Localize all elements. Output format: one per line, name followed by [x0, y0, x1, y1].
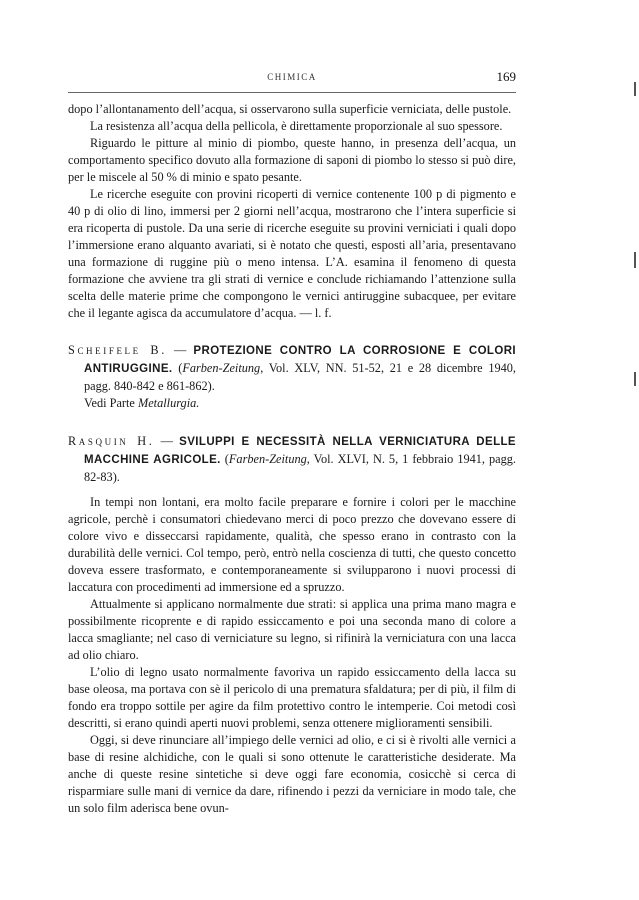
paragraph: La resistenza all’acqua della pellicola, è direttamente proporzionale al suo spessore.	[90, 119, 503, 133]
entry-title: SVILUPPI E NECESSITÀ NELLA VERNICIATURA DELLE MACCHINE AGRICOLE.	[84, 436, 516, 466]
entry-author: Rasquin H.	[68, 434, 155, 448]
paragraph: In tempi non lontani, era molto facile preparare e fornire i colori per le macchine agricole, perchè i consumatori chiedevano merci di poco prezzo che dovevano essere di colore vivo e disseccarsi rapidamente, qualità, che spesso erano in contrasto con la durabilità delle vernici. Col tempo, però, entrò nella coscienza di tutti, che questo concetto doveva essere trasformato, e contemporaneamente si svilupparono i nuovi processi di laccatura con procedimenti ad immersione ed a spruzzo.	[68, 495, 516, 594]
entry-author: Scheifele B.	[68, 343, 167, 357]
entry-citation: , Vol. XLVI, N. 5, 1 febbraio 1941, pagg. 82-83).	[84, 452, 516, 484]
paragraph: Riguardo le pitture al minio di piombo, queste hanno, in presenza dell’acqua, un comportamento specifico dovuto alla formazione di saponi di piombo lo stesso si può dire, per le miscele al 50 % di minio e spato pesante.	[68, 136, 516, 184]
entry-citation: , Vol. XLV, NN. 51-52, 21 e 28 dicembre 1940, pagg. 840-842 e 861-862).	[84, 361, 517, 393]
page-header	[68, 69, 516, 88]
see-also-note: Vedi Parte Metallurgia.	[84, 396, 200, 410]
scan-edge-mark	[634, 82, 636, 96]
bibliographic-entry-rasquin: Rasquin H. — SVILUPPI E NECESSITÀ NELLA VERNICIATURA DELLE MACCHINE AGRICOLE. (Farben-Zeitung, Vol. XLVI, N. 5, 1 febbraio 1941, pagg. 82-83).	[68, 434, 516, 484]
paragraph: Oggi, si deve rinunciare all’impiego delle vernici ad olio, e ci si è rivolti alle vernici a base di resine alchidiche, con le quali si sono ottenute le caratteristiche desiderate. Ma anche di queste resine sintetiche si deve oggi fare economia, cosicchè si cerca di risparmiare sulle mani di vernice da dare, rifinendo i pezzi da verniciare in modo tale, che un solo film aderisca bene ovun-	[68, 733, 516, 815]
page-number: 169	[496, 69, 516, 84]
entry-journal: Farben-Zeitung	[182, 361, 261, 375]
running-head: CHIMICA	[267, 72, 317, 82]
scan-edge-mark	[634, 372, 636, 386]
paragraph: dopo l’allontanamento dell’acqua, si osservarono sulla superficie verniciata, delle pustole.	[68, 102, 512, 116]
paragraph: Attualmente si applicano normalmente due strati: si applica una prima mano magra e possibilmente ricoprente e di rapido essiccamento e poi una seconda mano di colore a lacca smagliante; nel caso di verniciature su legno, si rifinirà la verniciatura con una lacca ad olio chiaro.	[68, 597, 516, 662]
paragraph: L’olio di legno usato normalmente favoriva un rapido essiccamento della lacca su base oleosa, ma portava con sè il pericolo di una prematura sfaldatura; per di più, il film di fondo era troppo sottile per agire da film protettivo contro le intemperie. Coi metodi così descritti, si erano quindi aperti nuovi problemi, senza ottenere miglioramenti sensibili.	[68, 665, 516, 730]
entry-journal: Farben-Zeitung	[228, 452, 307, 466]
entry-dash: —	[166, 343, 194, 357]
page-body	[68, 101, 516, 817]
bibliographic-entry-scheifele: Scheifele B. — PROTEZIONE CONTRO LA CORROSIONE E COLORI ANTIRUGGINE. (Farben-Zeitung, Vol. XLV, NN. 51-52, 21 e 28 dicembre 1940, pagg. 840-842 e 861-862).	[68, 343, 517, 393]
entry-dash: —	[154, 434, 180, 448]
entry-title: PROTEZIONE CONTRO LA CORROSIONE E COLORI ANTIRUGGINE.	[84, 345, 516, 375]
scan-edge-mark	[634, 252, 636, 268]
paragraph: Le ricerche eseguite con provini ricoperti di vernice contenente 100 p di pigmento e 40 p di olio di lino, immersi per 2 giorni nell’acqua, mostrarono che l’intera superficie si era ricoperta di pustole. Da una serie di ricerche eseguite su provini verniciati i quali dopo l’immersione erano alquanto avariati, si è notato che questi, esposti all’aria, presentavano una formazione di ruggine più o meno intensa. L’A. esamina il fenomeno di questa formazione che avviene tra gli strati di vernice e conclude richiamando l’attenzione sulla scelta delle materie prime che compongono le vernici antiruggine subacquee, per evitare che il legante agisca da accumulatore d’acqua. — l. f.	[68, 187, 516, 320]
header-rule	[68, 92, 516, 93]
see-also-section: Metallurgia.	[137, 396, 200, 410]
